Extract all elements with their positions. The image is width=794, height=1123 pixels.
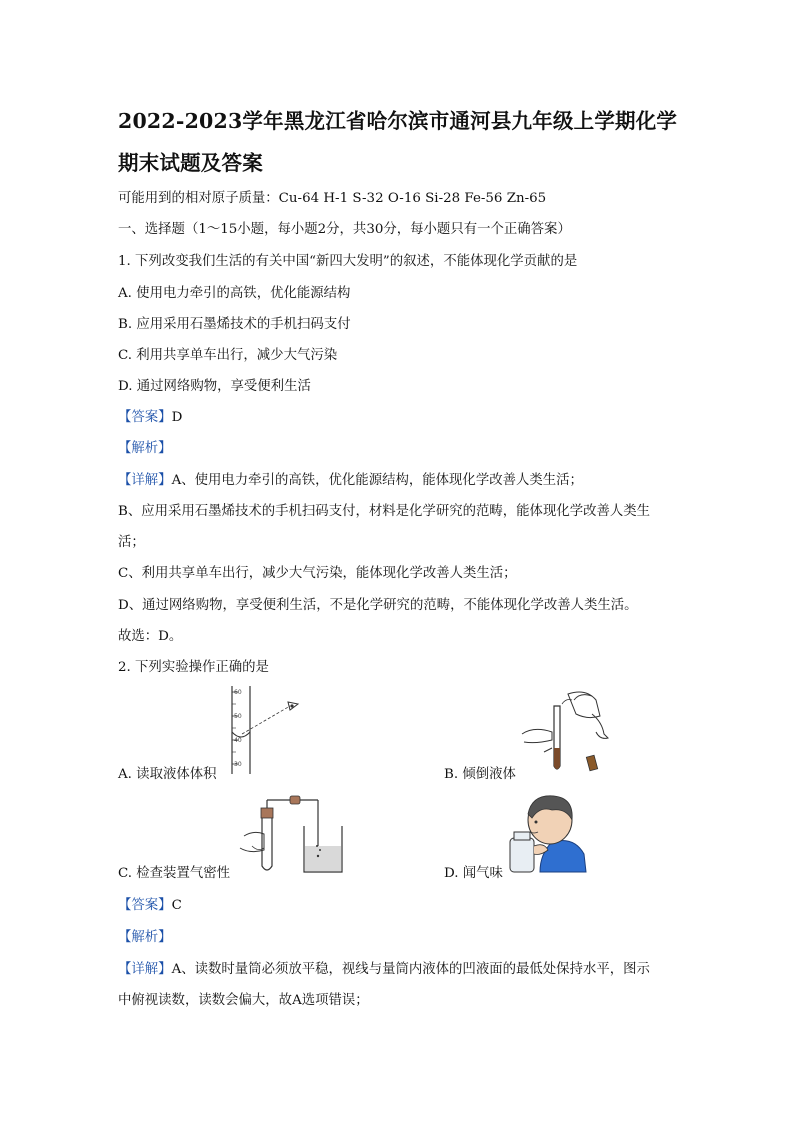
detail-text: A、使用电力牵引的高铁，优化能源结构，能体现化学改善人类生活； — [171, 473, 583, 488]
cylinder-tick-label: 40 — [234, 737, 242, 744]
detail-text: A、读数时量筒必须放平稳，视线与量筒内液体的凹液面的最低处保持水平，图示 — [171, 962, 650, 977]
cylinder-tick-label: 50 — [234, 713, 242, 720]
question-1-detail-line: B、应用采用石墨烯技术的手机扫码支付，材料是化学研究的范畴，能体现化学改善人类生 — [118, 504, 651, 519]
detail-tag: 【详解】 — [118, 473, 172, 488]
question-1-stem: 1. 下列改变我们生活的有关中国“新四大发明”的叙述，不能体现化学贡献的是 — [118, 254, 578, 269]
question-1-option-d: D. 通过网络购物，享受便利生活 — [118, 379, 311, 394]
question-1-option-b: B. 应用采用石墨烯技术的手机扫码支付 — [118, 317, 351, 332]
question-2-stem: 2. 下列实验操作正确的是 — [118, 660, 269, 675]
question-1-detail-line: 活； — [118, 535, 145, 550]
question-2-option-b: B. 倾倒液体 — [444, 767, 516, 782]
cylinder-tick-label: 30 — [234, 761, 242, 768]
smelling-figure — [504, 792, 590, 876]
answer-tag: 【答案】 — [118, 410, 172, 425]
question-2-detail-line: 中俯视读数，读数会偏大，故A选项错误； — [118, 993, 369, 1008]
airtightness-check-figure — [234, 790, 354, 878]
section-heading: 一、选择题（1～15小题，每小题2分，共30分，每小题只有一个正确答案） — [118, 222, 571, 237]
pouring-liquid-figure — [516, 686, 616, 776]
question-2-analysis-tag: 【解析】 — [118, 930, 172, 945]
question-2-detail-line — [118, 958, 650, 977]
question-1-detail-line — [118, 469, 583, 488]
answer-value: D — [171, 410, 183, 425]
atomic-mass-note: 可能用到的相对原子质量：Cu-64 H-1 S-32 O-16 Si-28 Fe-56 Zn-65 — [118, 191, 547, 206]
document-title-line1: 2022-2023学年黑龙江省哈尔滨市通河县九年级上学期化学 — [118, 109, 678, 133]
question-1-analysis-tag: 【解析】 — [118, 441, 172, 456]
question-2-answer — [118, 894, 182, 913]
answer-tag: 【答案】 — [118, 898, 172, 913]
question-1-detail-line: C、利用共享单车出行，减少大气污染，能体现化学改善人类生活； — [118, 566, 517, 581]
cylinder-reading-figure — [220, 684, 310, 776]
question-1-answer — [118, 406, 182, 425]
question-2-option-c: C. 检查装置气密性 — [118, 866, 231, 881]
answer-value: C — [171, 898, 182, 913]
question-1-option-c: C. 利用共享单车出行，减少大气污染 — [118, 348, 338, 363]
cylinder-tick-label: 60 — [234, 689, 242, 696]
question-1-detail-line: D、通过网络购物，享受便利生活，不是化学研究的范畴，不能体现化学改善人类生活。 — [118, 598, 638, 613]
question-1-option-a: A. 使用电力牵引的高铁，优化能源结构 — [118, 286, 351, 301]
detail-tag: 【详解】 — [118, 962, 172, 977]
question-2-option-d: D. 闻气味 — [444, 866, 503, 881]
document-title-line2: 期末试题及答案 — [118, 151, 263, 175]
question-2-option-a: A. 读取液体体积 — [118, 767, 217, 782]
question-1-detail-line: 故选：D。 — [118, 629, 183, 644]
